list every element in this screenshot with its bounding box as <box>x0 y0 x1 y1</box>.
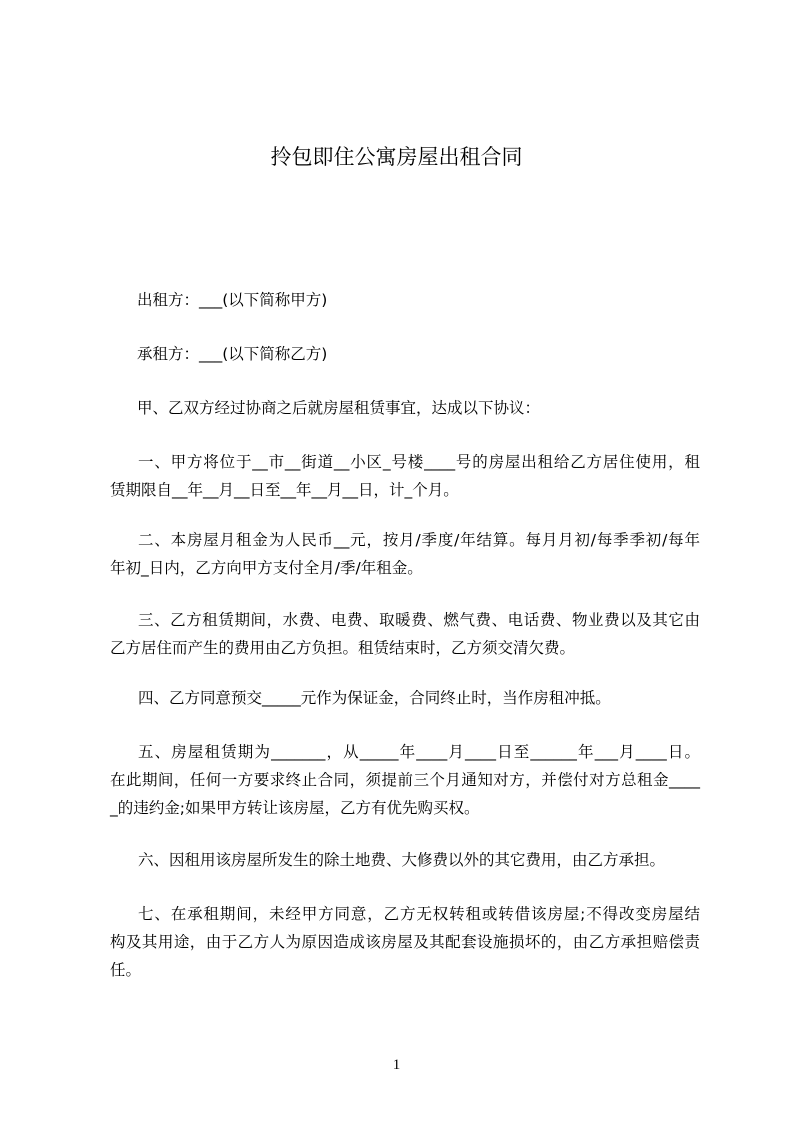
clause-5-line-1: 五、房屋租赁期为_______，从_____年____月____日至______年___月____日。 <box>138 743 700 761</box>
clause-5-line-2: 在此期间，任何一方要求终止合同，须提前三个月通知对方，并偿付对方总租金____ <box>110 771 700 789</box>
lessee-line: 承租方：___(以下简称乙方) <box>137 345 328 363</box>
clause-1-line-1: 一、甲方将位于__市__街道__小区_号楼____号的房屋出租给乙方居住使用，租 <box>138 453 700 471</box>
clause-4-line-1: 四、乙方同意预交_____元作为保证金，合同终止时，当作房租冲抵。 <box>138 689 611 707</box>
page-title: 拎包即住公寓房屋出租合同 <box>270 145 523 169</box>
page-number: 1 <box>392 1057 401 1073</box>
clause-5-line-3: _的违约金;如果甲方转让该房屋，乙方有优先购买权。 <box>110 799 480 817</box>
clause-1-line-2: 赁期限自__年__月__日至__年__月__日，计_个月。 <box>110 481 459 499</box>
clause-2-line-2: 年初_日内，乙方向甲方支付全月/季/年租金。 <box>110 559 423 577</box>
lessor-line: 出租方：___(以下简称甲方) <box>137 291 328 309</box>
clause-6-line-1: 六、因租用该房屋所发生的除土地费、大修费以外的其它费用，由乙方承担。 <box>138 851 666 869</box>
clause-7-line-2: 构及其用途，由于乙方人为原因造成该房屋及其配套设施损坏的，由乙方承担赔偿责 <box>110 933 700 951</box>
preamble: 甲、乙双方经过协商之后就房屋租赁事宜，达成以下协议： <box>137 399 541 417</box>
clause-3-line-2: 乙方居住而产生的费用由乙方负担。租赁结束时，乙方须交清欠费。 <box>110 639 576 657</box>
clause-3-line-1: 三、乙方租赁期间，水费、电费、取暖费、燃气费、电话费、物业费以及其它由 <box>138 611 700 629</box>
clause-2-line-1: 二、本房屋月租金为人民币__元，按月/季度/年结算。每月月初/每季季初/每年 <box>138 531 700 549</box>
clause-7-line-3: 任。 <box>110 961 142 979</box>
clause-7-line-1: 七、在承租期间，未经甲方同意，乙方无权转租或转借该房屋;不得改变房屋结 <box>138 905 700 923</box>
